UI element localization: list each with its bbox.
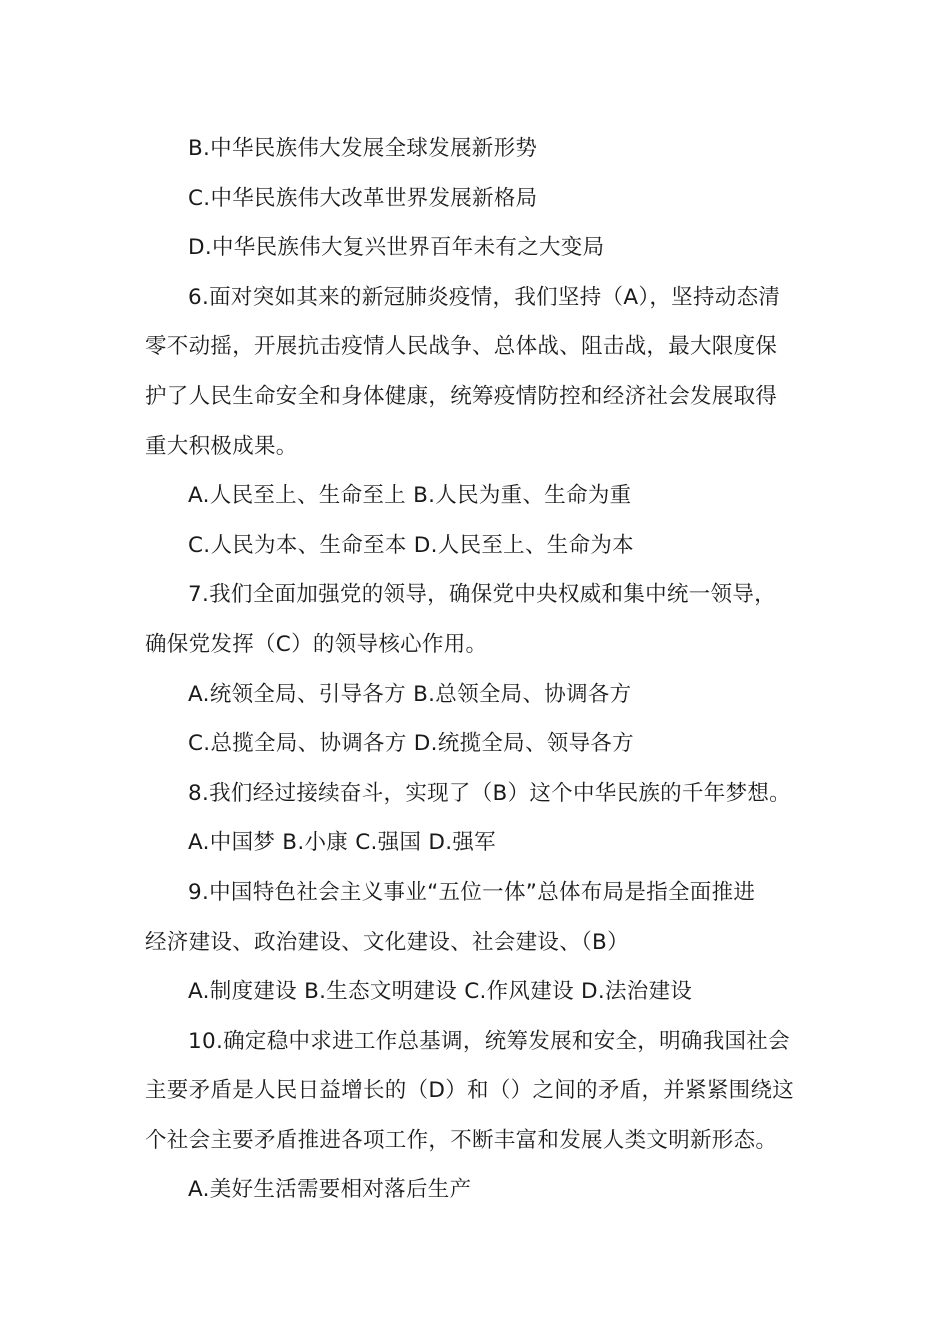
question-10-option-a: A.美好生活需要相对落后生产 [188,1177,472,1203]
document-body [145,124,810,1215]
question-7-options-cd: C.总揽全局、协调各方 D.统揽全局、领导各方 [188,731,634,757]
option-line-b: B.中华民族伟大发展全球发展新形势 [188,136,538,161]
question-6-line-3: 护了人民生命安全和身体健康，统筹疫情防控和经济社会发展取得 [145,383,778,409]
question-9-line-1: 9.中国特色社会主义事业“五位一体”总体布局是指全面推进 [188,879,756,905]
question-10-line-1: 10.确定稳中求进工作总基调，统筹发展和安全，明确我国社会 [188,1028,790,1054]
question-6-line-4: 重大积极成果。 [145,433,298,459]
question-7-options-ab: A.统领全局、引导各方 B.总领全局、协调各方 [188,681,632,707]
question-9-options: A.制度建设 B.生态文明建设 C.作风建设 D.法治建设 [188,979,693,1005]
question-6-line-2: 零不动摇，开展抗击疫情人民战争、总体战、阻击战，最大限度保 [145,334,778,360]
question-8-options: A.中国梦 B.小康 C.强国 D.强军 [188,830,496,856]
question-8-line-1: 8.我们经过接续奋斗，实现了（B）这个中华民族的千年梦想。 [188,780,791,806]
question-6-options-cd: C.人民为本、生命至本 D.人民至上、生命为本 [188,532,634,558]
question-7-line-2: 确保党发挥（C）的领导核心作用。 [145,631,488,657]
option-line-c: C.中华民族伟大改革世界发展新格局 [188,185,538,211]
question-6-options-ab: A.人民至上、生命至上 B.人民为重、生命为重 [188,483,632,509]
question-10-line-3: 个社会主要矛盾推进各项工作，不断丰富和发展人类文明新形态。 [145,1127,778,1153]
question-6-line-1: 6.面对突如其来的新冠肺炎疫情，我们坚持（A），坚持动态清 [188,284,781,310]
question-9-line-2: 经济建设、政治建设、文化建设、社会建设、（B） [145,929,629,955]
option-line-d: D.中华民族伟大复兴世界百年未有之大变局 [188,235,605,261]
question-10-line-2: 主要矛盾是人民日益增长的（D）和（）之间的矛盾，并紧紧围绕这 [145,1078,795,1104]
question-7-line-1: 7.我们全面加强党的领导，确保党中央权威和集中统一领导， [188,582,776,608]
